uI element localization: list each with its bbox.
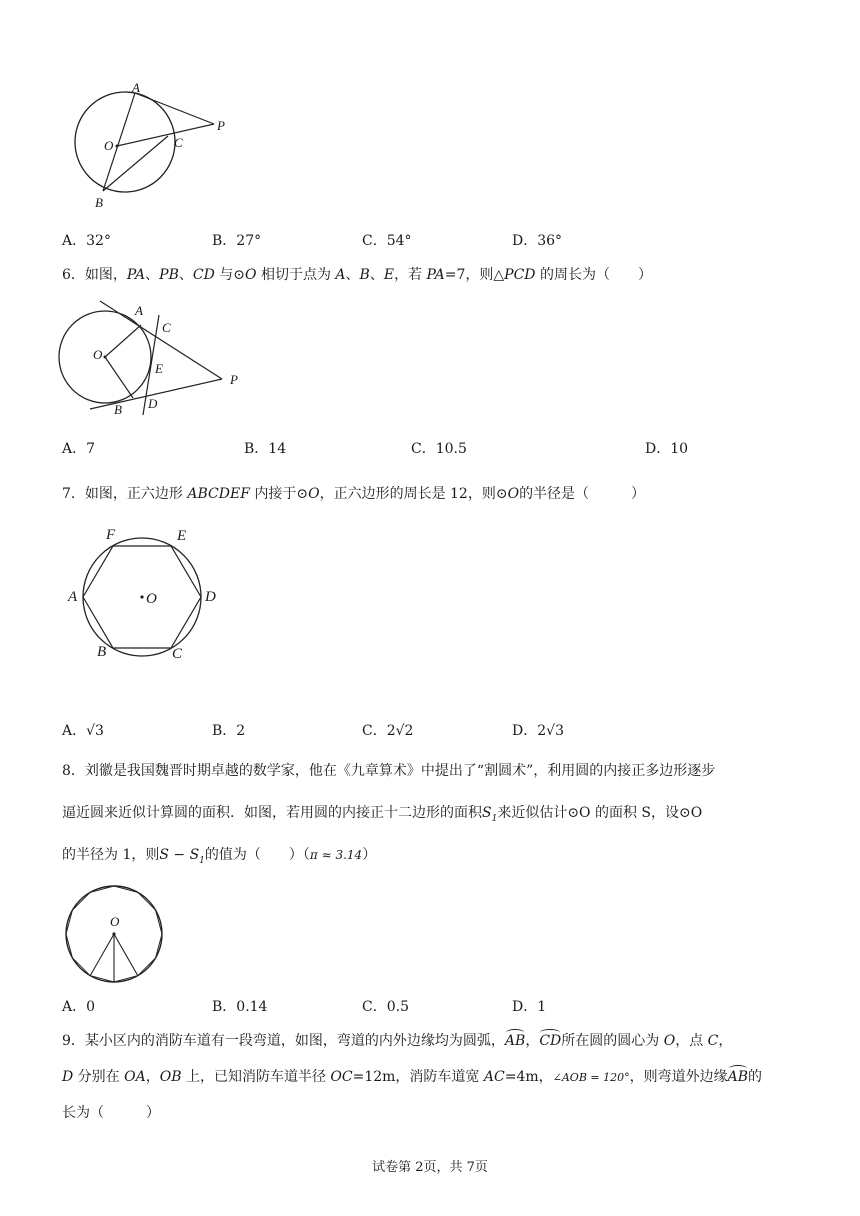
option-value: 2 bbox=[236, 723, 246, 739]
option-letter: B． bbox=[212, 723, 237, 739]
option-letter: A． bbox=[62, 233, 87, 249]
option-letter: A． bbox=[62, 723, 87, 739]
option-value: √3 bbox=[86, 723, 104, 739]
q6-label-O: O bbox=[93, 347, 103, 362]
q7-option-a[interactable] bbox=[62, 722, 104, 740]
arc-ab-symbol: AB bbox=[504, 1033, 526, 1049]
arc-cd-symbol: CD bbox=[539, 1033, 562, 1049]
q7-label-B: B bbox=[97, 644, 107, 660]
option-value: 7 bbox=[86, 441, 96, 457]
q5-label-A: A bbox=[132, 80, 140, 95]
option-value: 36° bbox=[537, 233, 563, 249]
q7-option-b[interactable] bbox=[212, 722, 245, 740]
q6-label-C: C bbox=[162, 320, 171, 335]
q9-question-line-2: D 分别在 OA，OB 上，已知消防车道半径 OC=12m，消防车道宽 AC=4m，∠AOB = 120°，则弯道外边缘AB的 bbox=[62, 1069, 763, 1085]
option-value: 2√3 bbox=[537, 723, 564, 739]
option-letter: A． bbox=[62, 999, 87, 1015]
q5-label-C: C bbox=[174, 135, 183, 150]
q7-question-text: 7．如图，正六边形 ABCDEF 内接于⊙O，正六边形的周长是 12，则⊙O的半径是（ ） bbox=[62, 486, 646, 502]
q6-option-a[interactable] bbox=[62, 440, 95, 458]
option-letter: D． bbox=[512, 999, 538, 1015]
q5-label-O: O bbox=[104, 138, 114, 153]
q5-figure bbox=[60, 78, 260, 213]
q5-option-d[interactable] bbox=[512, 232, 562, 250]
q7-option-c[interactable] bbox=[362, 722, 413, 740]
q7-label-D: D bbox=[205, 589, 216, 605]
q9-question-line-1: 9．某小区内的消防车道有一段弯道，如图，弯道的内外边缘均为圆弧，AB，CD所在圆的圆心为 O，点 C， bbox=[62, 1033, 733, 1049]
page-footer: 试卷第 2页，共 7页 bbox=[372, 1160, 488, 1175]
q8-question-line-3: 的半径为 1，则$S - S_1$的值为（ ）（π ≈ 3.14） bbox=[62, 847, 377, 866]
q5-option-b[interactable] bbox=[212, 232, 261, 250]
q7-label-F: F bbox=[106, 527, 116, 543]
option-letter: C． bbox=[411, 441, 436, 457]
s1-symbol: $S_1$ bbox=[482, 805, 498, 824]
q6-question-text: 6．如图，PA、PB、CD 与⊙O 相切于点为 A、B、E，若 PA=7，则△PCD 的周长为（ ） bbox=[62, 267, 652, 283]
q6-label-B: B bbox=[114, 402, 122, 417]
option-value: 2√2 bbox=[386, 723, 414, 739]
option-letter: B． bbox=[212, 233, 237, 249]
q8-option-c[interactable] bbox=[362, 998, 409, 1016]
q8-option-a[interactable] bbox=[62, 998, 95, 1016]
option-letter: C． bbox=[362, 233, 387, 249]
q7-label-C: C bbox=[172, 646, 183, 662]
q8-option-d[interactable] bbox=[512, 998, 546, 1016]
option-letter: D． bbox=[512, 723, 538, 739]
option-value: 0.5 bbox=[386, 999, 409, 1015]
q5-option-a[interactable] bbox=[62, 232, 111, 250]
option-value: 0 bbox=[86, 999, 96, 1015]
q7-label-O: O bbox=[146, 591, 157, 607]
q9-question-line-3: 长为（ ） bbox=[62, 1105, 160, 1121]
q5-option-c[interactable] bbox=[362, 232, 412, 250]
option-letter: A． bbox=[62, 441, 87, 457]
option-letter: C． bbox=[362, 999, 387, 1015]
q8-figure bbox=[60, 880, 170, 985]
q7-label-E: E bbox=[177, 528, 187, 544]
option-letter: B． bbox=[244, 441, 269, 457]
q8-question-line-1: 8．刘徽是我国魏晋时期卓越的数学家，他在《九章算术》中提出了“割圆术”，利用圆的内接正多边形逐步 bbox=[62, 763, 716, 779]
q6-label-E: E bbox=[155, 361, 163, 376]
option-value: 54° bbox=[386, 233, 412, 249]
option-value: 0.14 bbox=[236, 999, 268, 1015]
q8-question-line-2: 逼近圆来近似计算圆的面积．如图，若用圆的内接正十二边形的面积$S_1$来近似估计⊙O 的面积 S，设⊙O bbox=[62, 805, 703, 824]
option-value: 27° bbox=[236, 233, 262, 249]
s-minus-s1-expression: $S - S_1$ bbox=[159, 847, 205, 866]
option-value: 32° bbox=[86, 233, 111, 249]
arc-ab-symbol-2: AB bbox=[727, 1069, 749, 1085]
q5-label-P: P bbox=[217, 118, 225, 133]
q8-label-O: O bbox=[110, 914, 120, 929]
option-letter: C． bbox=[362, 723, 387, 739]
option-letter: D． bbox=[512, 233, 538, 249]
q6-option-d[interactable] bbox=[645, 440, 688, 458]
q8-option-b[interactable] bbox=[212, 998, 267, 1016]
q5-label-B: B bbox=[95, 195, 103, 210]
q7-label-A: A bbox=[68, 589, 78, 605]
option-value: 10 bbox=[670, 441, 689, 457]
option-value: 14 bbox=[268, 441, 287, 457]
option-letter: D． bbox=[645, 441, 671, 457]
q6-label-A: A bbox=[135, 303, 143, 318]
option-value: 10.5 bbox=[435, 441, 467, 457]
option-letter: B． bbox=[212, 999, 237, 1015]
q6-label-P: P bbox=[230, 372, 238, 387]
q6-label-D: D bbox=[148, 396, 158, 411]
q6-option-b[interactable] bbox=[244, 440, 286, 458]
option-value: 1 bbox=[537, 999, 547, 1015]
q6-option-c[interactable] bbox=[411, 440, 467, 458]
q7-option-d[interactable] bbox=[512, 722, 564, 740]
